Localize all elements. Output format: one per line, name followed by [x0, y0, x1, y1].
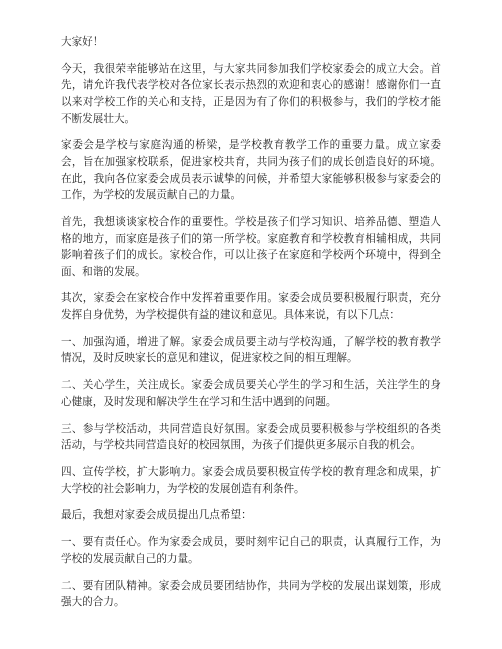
paragraph-intro: 今天，我很荣幸能够站在这里，与大家共同参加我们学校家委会的成立大会。首先，请允许我代表学校对各位家长表示热烈的欢迎和衷心的感谢！感谢你们一直以来对学校工作的关心和支持，正是因为有了你们的积极参与，我们的学校才能不断发展壮大。: [61, 62, 441, 125]
paragraph-cooperation-importance: 首先，我想谈谈家校合作的重要性。学校是孩子们学习知识、培养品德、塑造人格的地方，而家庭是孩子们的第一所学校。家庭教育和学校教育相辅相成，共同影响着孩子们的成长。家校合作，可以让孩子在家庭和学校两个环境中，得到全面、和谐的发展。: [61, 215, 441, 278]
list-item-responsibility: 一、要有责任心。作为家委会成员，要时刻牢记自己的职责，认真履行工作，为学校的发展贡献自己的力量。: [61, 536, 441, 565]
list-item-communication: 一、加强沟通，增进了解。家委会成员要主动与学校沟通，了解学校的教育教学情况，及时反映家长的意见和建议，促进家校之间的相互理解。: [61, 335, 441, 365]
paragraph-committee-function: 其次，家委会在家校合作中发挥着重要作用。家委会成员要积极履行职责，充分发挥自身优势，为学校提供有益的建议和意见。具体来说，有以下几点：: [61, 292, 441, 322]
list-item-care-students: 二、关心学生，关注成长。家委会成员要关心学生的学习和生活，关注学生的身心健康，及时发现和解决学生在学习和生活中遇到的问题。: [61, 379, 441, 408]
list-item-teamwork: 二、要有团队精神。家委会成员要团结协作，共同为学校的发展出谋划策，形成强大的合力。: [61, 579, 441, 609]
paragraph-committee-role: 家委会是学校与家庭沟通的桥梁，是学校教育教学工作的重要力量。成立家委会，旨在加强家校联系，促进家校共育，共同为孩子们的成长创造良好的环境。在此，我向各位家委会成员表示诚挚的问候，并希望大家能够积极参与家委会的工作，为学校的发展贡献自己的力量。: [61, 139, 441, 202]
greeting-line: 大家好！: [61, 36, 104, 48]
list-item-school-activities: 三、参与学校活动，共同营造良好氛围。家委会成员要积极参与学校组织的各类活动，与学校共同营造良好的校园氛围，为孩子们提供更多展示自我的机会。: [61, 422, 441, 452]
document-body: [61, 0, 441, 621]
list-item-promote-school: 四、宣传学校，扩大影响力。家委会成员要积极宣传学校的教育理念和成果，扩大学校的社会影响力，为学校的发展创造有利条件。: [61, 465, 441, 495]
paragraph-hopes-intro: 最后，我想对家委会成员提出几点希望：: [61, 509, 252, 522]
